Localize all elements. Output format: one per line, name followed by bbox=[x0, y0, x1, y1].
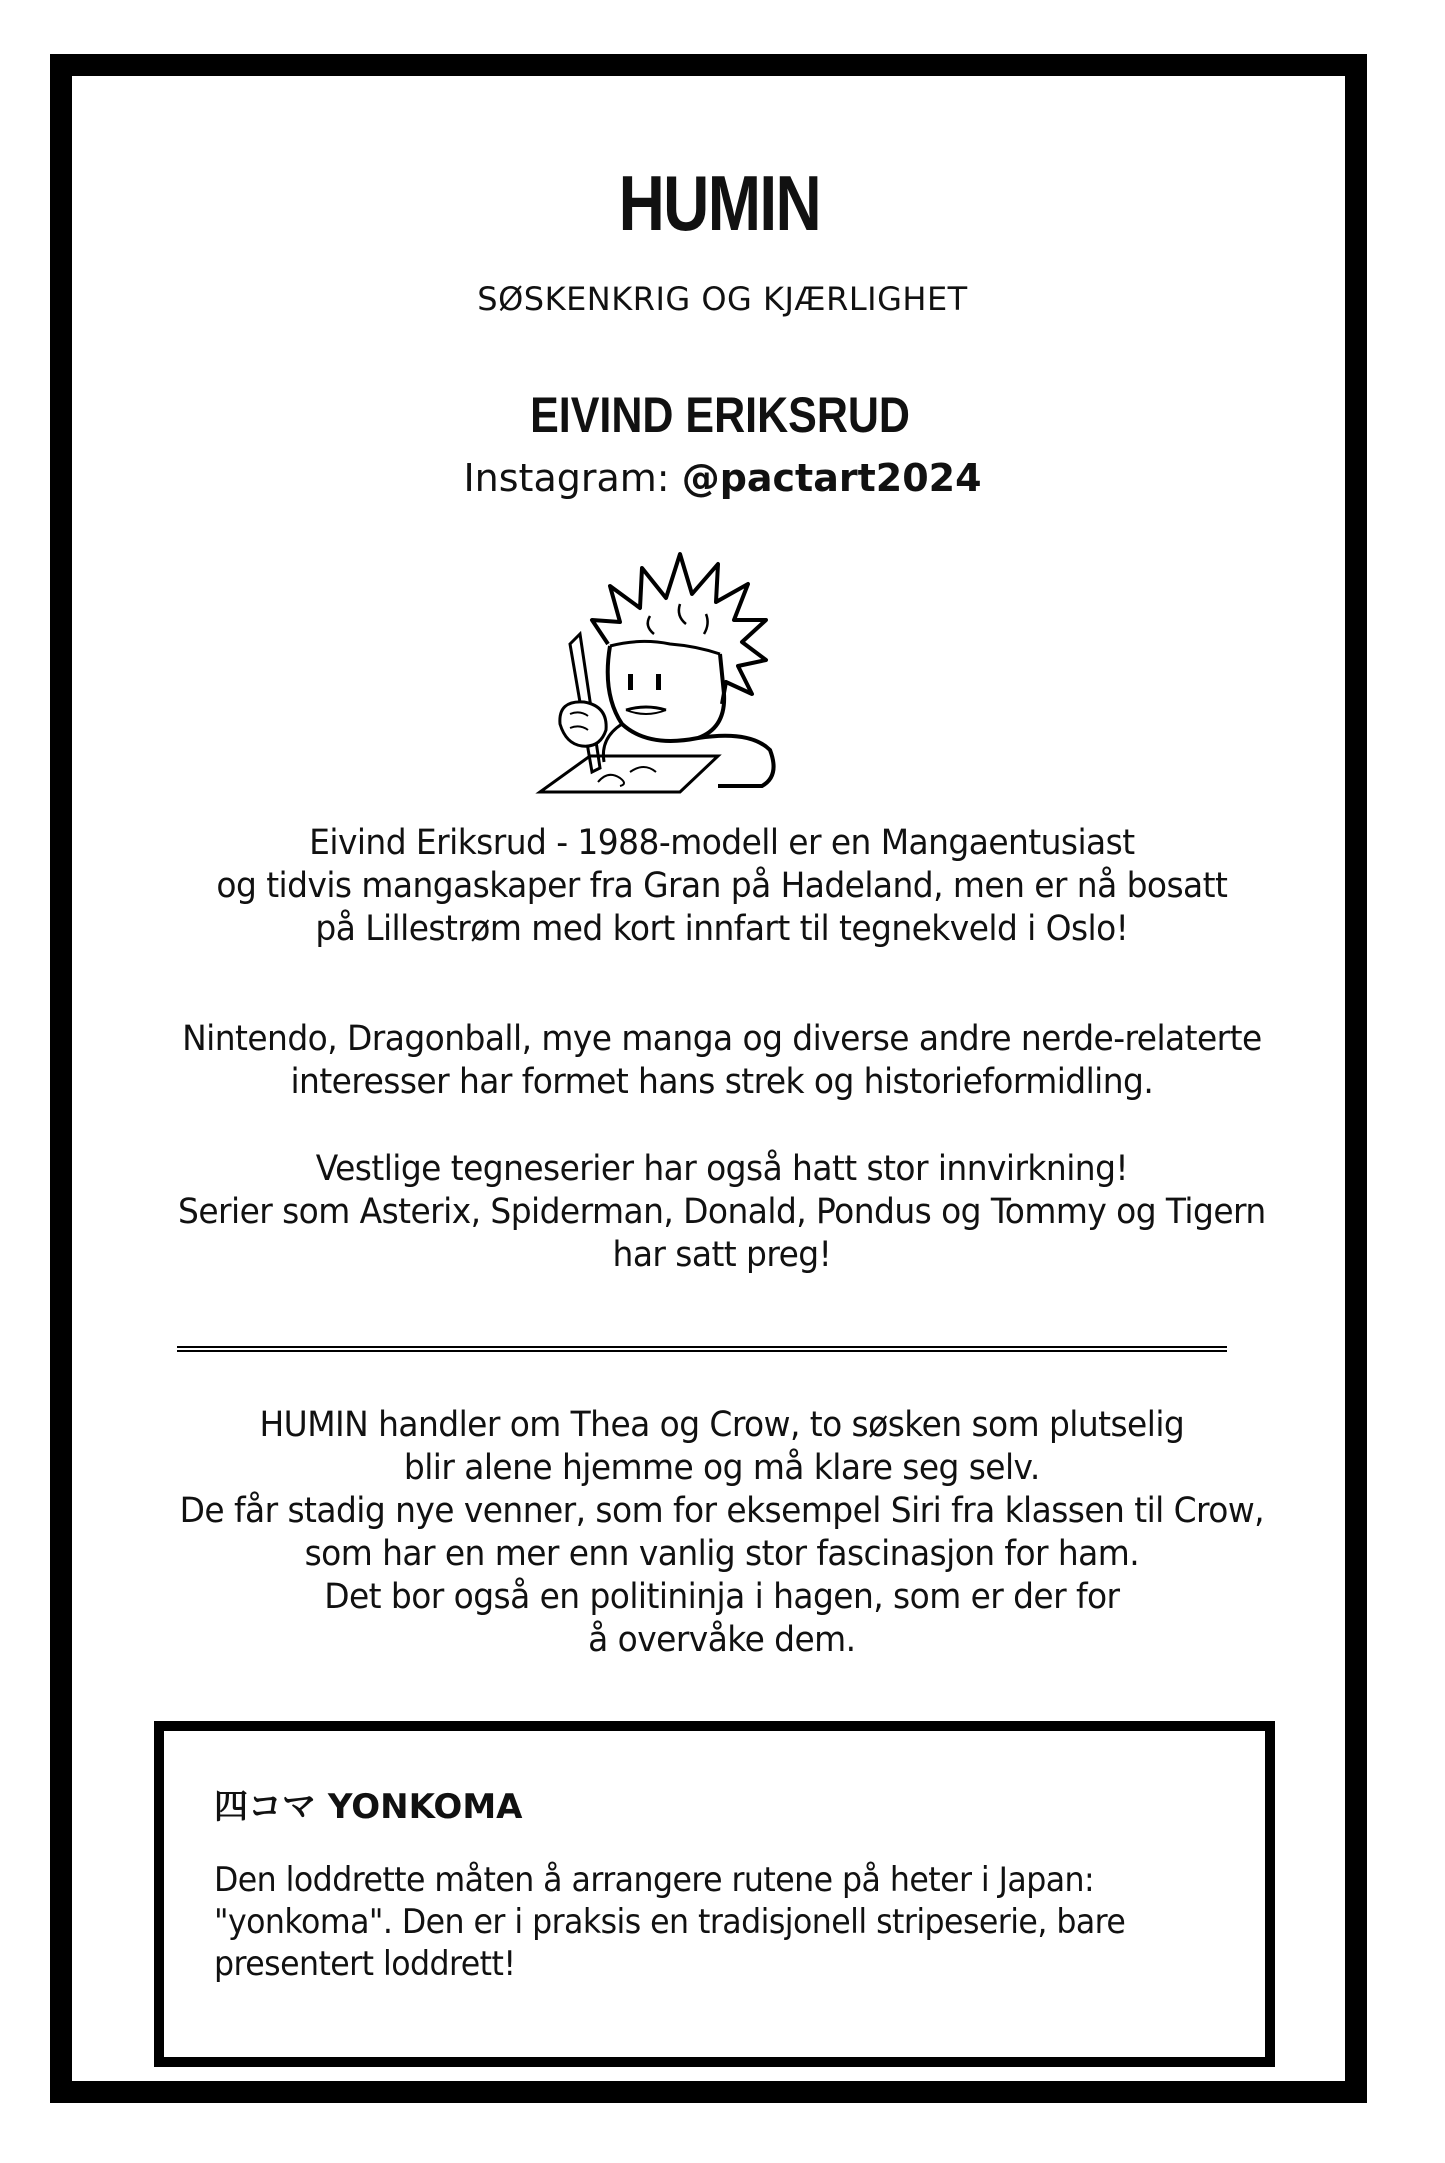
instagram-label: Instagram: bbox=[463, 456, 670, 500]
author-name: EIVIND ERIKSRUD bbox=[530, 387, 910, 443]
comic-title: HUMIN bbox=[618, 159, 821, 247]
comic-subtitle: SØSKENKRIG OG KJÆRLIGHET bbox=[477, 280, 968, 318]
instagram-handle: @pactart2024 bbox=[681, 456, 982, 500]
text-line: interesser har formet hans strek og historieformidling. bbox=[290, 1062, 1154, 1102]
text-line: presentert loddrett! bbox=[214, 1944, 516, 1984]
instagram-line bbox=[0, 456, 1445, 500]
text-line: Vestlige tegneserier har også hatt stor innvirkning! bbox=[315, 1149, 1129, 1189]
yonkoma-info-box bbox=[154, 1721, 1275, 2067]
text-line: å overvåke dem. bbox=[588, 1620, 856, 1660]
bio-paragraph-3 bbox=[43, 1148, 1401, 1277]
text-line: De får stadig nye venner, som for eksempel Siri fra klassen til Crow, bbox=[179, 1491, 1265, 1531]
section-divider bbox=[177, 1346, 1227, 1352]
text-line: og tidvis mangaskaper fra Gran på Hadeland, men er nå bosatt bbox=[216, 866, 1228, 906]
text-line: "yonkoma". Den er i praksis en tradisjonell stripeserie, bare bbox=[214, 1902, 1126, 1942]
text-line: Den loddrette måten å arrangere rutene på heter i Japan: bbox=[214, 1860, 1095, 1900]
bio-paragraph-1 bbox=[43, 822, 1401, 951]
artist-drawing-illustration bbox=[530, 524, 820, 814]
text-line: HUMIN handler om Thea og Crow, to søsken som plutselig bbox=[259, 1405, 1185, 1445]
text-line: Serier som Asterix, Spiderman, Donald, Pondus og Tommy og Tigern bbox=[178, 1192, 1266, 1232]
text-line: på Lillestrøm med kort innfart til tegnekveld i Oslo! bbox=[315, 909, 1129, 949]
bio-paragraph-2 bbox=[43, 1018, 1401, 1104]
text-line: Det bor også en politininja i hagen, som er der for bbox=[324, 1577, 1120, 1617]
yonkoma-title: 四コマ YONKOMA bbox=[214, 1787, 523, 1827]
text-line: blir alene hjemme og må klare seg selv. bbox=[403, 1448, 1040, 1488]
text-line: Eivind Eriksrud - 1988-modell er en Mangaentusiast bbox=[309, 823, 1135, 863]
story-summary bbox=[43, 1404, 1401, 1662]
text-line: som har en mer enn vanlig stor fascinasjon for ham. bbox=[304, 1534, 1140, 1574]
yonkoma-description bbox=[214, 1859, 1125, 1985]
text-line: har satt preg! bbox=[612, 1235, 832, 1275]
text-line: Nintendo, Dragonball, mye manga og diverse andre nerde-relaterte bbox=[182, 1019, 1262, 1059]
